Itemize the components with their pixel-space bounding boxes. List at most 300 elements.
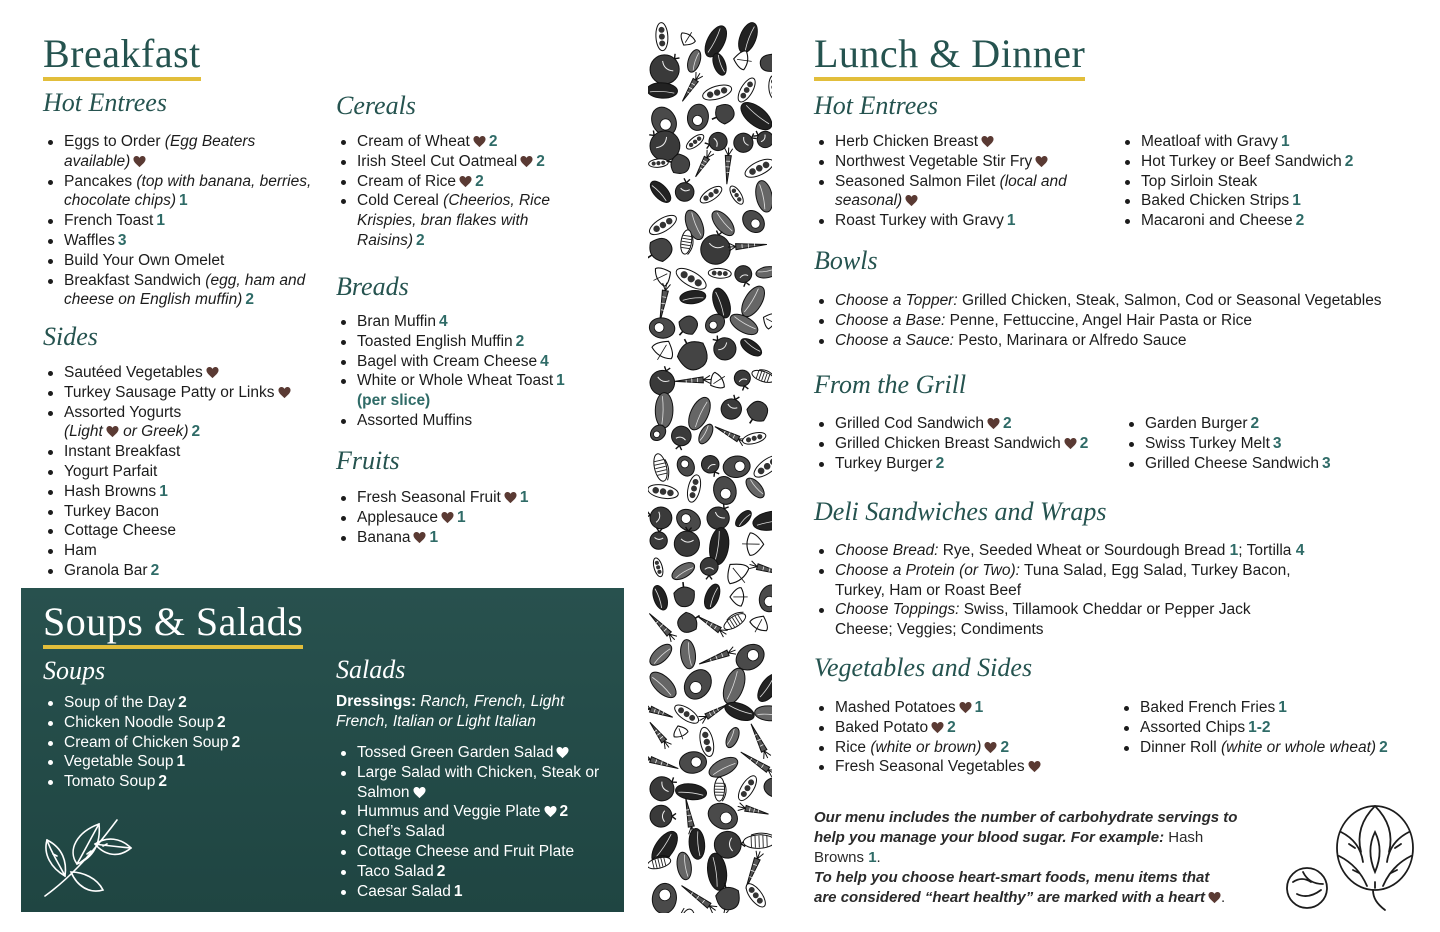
vegetable-sketch — [741, 430, 767, 446]
list-item — [64, 541, 329, 561]
list-item — [357, 842, 617, 862]
heart-icon — [1208, 891, 1221, 904]
carb-count: 2 — [947, 718, 956, 736]
list-item — [64, 172, 314, 212]
item-note: (egg, ham and cheese on English muffin) — [64, 271, 306, 309]
vegetable-sketch — [679, 71, 703, 103]
heart-icon — [459, 175, 472, 188]
carb-count: 4 — [438, 313, 448, 330]
item-name: Tomato Soup — [64, 773, 156, 791]
soups-salads-title: Soups & Salads — [43, 598, 303, 649]
list-item — [64, 733, 324, 753]
carb-count: 2 — [150, 561, 160, 579]
vegetable-sketch — [711, 474, 739, 506]
vegetable-sketch — [753, 179, 772, 213]
vegetable-sketch — [677, 28, 698, 49]
dressings-text: Dressings: Ranch, French, Light French, Italian or Light Italian — [336, 693, 565, 730]
list-item — [357, 882, 617, 902]
vegetable-sketch — [760, 53, 772, 72]
list-item — [64, 772, 324, 792]
vegetable-sketch — [708, 268, 731, 279]
heart-icon — [473, 135, 486, 148]
vegetable-sketch — [648, 316, 676, 340]
item-note: (Cheerios, Rice Krispies, bran flakes with Raisins) — [357, 192, 550, 249]
carb-count: 1 — [453, 882, 463, 900]
list-item — [835, 132, 1100, 152]
list-item — [1145, 454, 1425, 474]
list-item — [64, 502, 329, 522]
vegetable-sketch — [679, 639, 697, 670]
list-item — [64, 383, 329, 403]
vegetable-sketch — [760, 310, 772, 332]
heart-icon — [106, 425, 119, 438]
list-item — [835, 414, 1135, 434]
item-name: Applesauce — [357, 508, 439, 526]
vegetable-sketch — [649, 263, 675, 289]
list-item — [1141, 172, 1431, 192]
vegetable-sketch — [648, 753, 680, 772]
vegetable-sketch — [674, 375, 711, 385]
vegetable-sketch — [685, 474, 703, 504]
vegetable-sketch — [700, 557, 718, 579]
item-name: Sautéed Vegetables — [64, 364, 203, 381]
list-item — [357, 352, 592, 372]
item-name: Breakfast Sandwich — [64, 271, 206, 289]
item-name: Mashed Potatoes — [835, 699, 956, 716]
item-name: Assorted Yogurts — [64, 403, 182, 421]
item-name: Hummus and Veggie Plate — [357, 803, 541, 821]
vegetable-sketch — [735, 773, 760, 803]
heart-icon — [413, 786, 426, 799]
item-name: Hot Turkey or Beef Sandwich — [1141, 152, 1342, 170]
vegetable-sketch — [650, 584, 670, 612]
vegetable-sketch — [673, 312, 702, 341]
soups-heading: Soups — [43, 656, 106, 685]
list-item — [835, 698, 1125, 718]
vegetable-sketch — [698, 701, 730, 724]
item-name: Cottage Cheese and Fruit Plate — [357, 842, 575, 860]
list-item — [1141, 152, 1431, 172]
item-name: Baked Potato — [835, 718, 929, 736]
list-item — [835, 291, 1435, 311]
item-name: Grilled Cheese Sandwich — [1145, 454, 1320, 472]
item-name: Tossed Green Garden Salad — [357, 744, 554, 761]
list-item — [357, 488, 592, 508]
vegetable-sketch — [737, 803, 770, 818]
list-item — [64, 271, 314, 311]
breads-list — [336, 312, 592, 431]
list-item — [835, 211, 1100, 231]
vegetable-sketch — [736, 97, 772, 134]
vegetable-sketch — [648, 504, 674, 531]
list-item — [64, 462, 329, 482]
item-name: Meatloaf with Gravy — [1141, 133, 1278, 150]
heart-icon — [556, 746, 569, 759]
vegetable-sketch — [648, 178, 674, 206]
vegetable-sketch — [648, 641, 675, 669]
carb-count: 1 — [176, 753, 186, 771]
vegetable-sketch — [648, 611, 678, 643]
list-item — [357, 332, 592, 352]
list-item — [64, 231, 314, 251]
list-item — [835, 331, 1435, 351]
carb-count: 2 — [475, 172, 484, 190]
item-name: Banana — [357, 528, 411, 546]
vegetable-sketch — [723, 726, 742, 750]
carb-count: 3 — [1272, 434, 1282, 452]
carb-count: 1 — [1006, 212, 1016, 230]
vegetable-sketch — [733, 368, 754, 391]
carb-count: 1 — [1278, 699, 1287, 716]
vegetable-sketch — [674, 607, 704, 636]
carb-count: 2 — [559, 803, 569, 821]
list-item — [835, 152, 1100, 172]
carb-count: 2 — [1250, 415, 1260, 432]
carb-count: 2 — [178, 694, 187, 711]
item-name: Grilled Chicken Breast Sandwich — [835, 434, 1061, 452]
item-name: Roast Turkey with Gravy — [835, 212, 1004, 230]
carb-count: 2 — [536, 152, 545, 170]
list-item — [64, 752, 324, 772]
item-name: White or Whole Wheat Toast — [357, 372, 554, 390]
heart-icon — [1064, 437, 1077, 450]
vegetable-sketch — [679, 289, 706, 305]
breads-heading: Breads — [336, 272, 409, 301]
item-name: Cream of Rice — [357, 172, 457, 190]
item-name: Waffles — [64, 231, 115, 249]
item-note: (Light — [64, 423, 103, 441]
item-name: Granola Bar — [64, 561, 148, 579]
list-item — [357, 822, 617, 842]
list-item — [64, 403, 329, 443]
breakfast-hot-entrees-heading: Hot Entrees — [43, 88, 167, 117]
vegetable-sketch — [723, 147, 733, 184]
item-note: (Egg Beaters available) — [64, 133, 256, 170]
item-note: (top with banana, berries, chocolate chips) — [64, 172, 312, 210]
item-name: Taco Salad — [357, 862, 434, 880]
vegetable-sketch — [675, 851, 693, 881]
list-item — [357, 743, 617, 763]
item-name: Herb Chicken Breast — [835, 133, 979, 150]
vegetable-sketch — [673, 581, 696, 608]
carb-count: 2 — [488, 133, 498, 150]
vegetable-sketch — [701, 82, 733, 103]
vegetable-sketch — [751, 509, 772, 533]
item-name: Fresh Seasonal Vegetables — [835, 758, 1025, 776]
item-label: Choose a Base: — [835, 311, 946, 329]
item-name: Ham — [64, 542, 97, 560]
breakfast-title: Breakfast — [43, 30, 201, 81]
vegetable-sketch — [673, 264, 709, 293]
item-name: Cold Cereal — [357, 192, 444, 210]
vegetable-sketch — [706, 753, 741, 781]
item-name: Cottage Cheese — [64, 522, 177, 540]
ld-hot-entrees-heading: Hot Entrees — [814, 91, 938, 120]
vegetable-sketch — [714, 777, 726, 801]
item-name: Bran Muffin — [357, 313, 436, 330]
vegetable-sketch — [735, 75, 759, 104]
vegetable-sketch — [656, 282, 671, 323]
list-item — [357, 411, 592, 431]
vegetable-pattern — [648, 20, 772, 913]
carb-count: 1 — [179, 192, 188, 210]
item-name: Dinner Roll — [1140, 738, 1221, 756]
item-note: (local and seasonal) — [835, 172, 1067, 210]
grill-col1 — [814, 414, 1135, 473]
breakfast-sides-heading: Sides — [43, 322, 98, 351]
item-name: Large Salad with Chicken, Steak or Salmon — [357, 763, 600, 801]
list-item — [357, 802, 617, 822]
heart-icon — [520, 155, 533, 168]
vegetable-sketch — [708, 101, 737, 128]
list-item — [835, 434, 1135, 454]
vegetable-sketch — [648, 668, 680, 702]
vegetable-sketch — [704, 798, 742, 834]
veg-sides-col2 — [1119, 698, 1440, 757]
vegetable-sketch — [698, 646, 737, 667]
vegetable-sketch — [669, 559, 697, 583]
item-text: Penne, Fettuccine, Angel Hair Pasta or Rice — [945, 311, 1253, 329]
list-item — [835, 311, 1435, 331]
ld-hot-entrees-col2 — [1120, 132, 1431, 231]
list-item — [64, 482, 329, 502]
leaf-icon — [37, 810, 137, 902]
carb-count: 2 — [1003, 415, 1012, 432]
vegetable-sketch — [743, 475, 768, 501]
item-note: (white or whole wheat) — [1220, 738, 1377, 756]
item-name: Rice — [835, 738, 871, 756]
vegetable-sketch — [743, 881, 769, 910]
list-item — [357, 763, 617, 803]
fruits-heading: Fruits — [336, 446, 400, 475]
ld-hot-entrees-col1 — [814, 132, 1100, 231]
bowls-list — [814, 291, 1435, 350]
vegetable-sketch — [733, 508, 754, 529]
vegetable-sketch — [742, 156, 772, 181]
item-name: Grilled Cod Sandwich — [835, 415, 985, 432]
vegetable-sketch — [648, 82, 678, 99]
list-item — [64, 561, 329, 581]
fruits-list — [336, 488, 592, 547]
list-item — [1141, 211, 1431, 231]
item-note: (white or brown) — [870, 738, 982, 756]
vegetable-sketch — [707, 330, 741, 364]
vegetable-sketch — [755, 265, 772, 280]
vegetable-sketch — [756, 583, 772, 615]
vegetable-sketch — [649, 527, 668, 549]
list-item — [1145, 434, 1425, 454]
vegetable-sketch — [751, 452, 772, 481]
list-item — [357, 172, 592, 192]
vegetable-sketch — [743, 833, 772, 849]
vegetable-sketch — [651, 882, 679, 913]
list-item — [835, 757, 1125, 777]
item-name: Turkey Bacon — [64, 502, 160, 520]
list-item — [357, 132, 592, 152]
list-item — [835, 172, 1100, 212]
deli-toppings: Choose Toppings: Swiss, Tillamook Cheddar or Pepper Jack Cheese; Veggies; Condiments — [835, 600, 1305, 640]
item-name: Chicken Noodle Soup — [64, 713, 214, 731]
heart-icon — [931, 721, 944, 734]
vegetable-sketch — [688, 828, 706, 860]
item-name: Yogurt Parfait — [64, 462, 158, 480]
vegetable-sketch — [721, 609, 748, 632]
veg-sides-col1 — [814, 698, 1125, 777]
heart-icon — [1035, 155, 1048, 168]
item-name: Assorted Muffins — [357, 411, 473, 429]
vegetable-sketch — [672, 332, 713, 375]
heart-icon — [278, 386, 291, 399]
vegetable-sketch — [650, 805, 676, 827]
bowls-heading: Bowls — [814, 246, 878, 275]
item-name: Hash Browns — [64, 482, 157, 500]
vegetable-sketch — [673, 526, 701, 558]
item-name: Baked Chicken Strips — [1141, 192, 1290, 210]
item-name: Turkey Sausage Patty or Links — [64, 383, 275, 401]
list-item — [64, 251, 314, 271]
carb-count: 2 — [231, 733, 241, 751]
vegetable-sketch — [738, 335, 765, 359]
list-item — [357, 508, 592, 528]
vegetable-sketch — [679, 665, 717, 705]
item-name: Eggs to Order — [64, 133, 165, 150]
carb-count: 2 — [1295, 212, 1305, 230]
vegetable-sketch — [648, 720, 672, 750]
carb-count: 3 — [1322, 454, 1331, 472]
vegetable-sketch — [698, 452, 724, 479]
heart-icon — [905, 194, 918, 207]
cereals-heading: Cereals — [336, 91, 416, 120]
item-name: Northwest Vegetable Stir Fry — [835, 152, 1033, 170]
list-item — [1140, 698, 1440, 718]
vegetable-sketch — [655, 392, 673, 428]
item-name: Fresh Seasonal Fruit — [357, 489, 501, 506]
heart-icon — [987, 417, 1000, 430]
carb-count: 2 — [415, 231, 425, 249]
item-name: Garden Burger — [1145, 415, 1248, 432]
carb-count: 1 — [429, 528, 439, 546]
vegetable-sketch — [672, 702, 701, 727]
carb-count: 2 — [1379, 738, 1388, 756]
carb-count: 3 — [117, 231, 127, 249]
vegetable-sketch — [750, 366, 772, 384]
item-name: Bagel with Cream Cheese — [357, 352, 538, 370]
carb-count: 1 — [1292, 192, 1301, 210]
vegetable-sketch — [706, 369, 730, 393]
item-name: Seasoned Salmon Filet — [835, 172, 1000, 190]
vegetable-sketch — [648, 234, 676, 267]
list-item — [835, 718, 1125, 738]
item-name: Cream of Wheat — [357, 133, 470, 150]
salads-list — [336, 743, 617, 901]
item-name: Cream of Chicken Soup — [64, 733, 229, 751]
list-item — [1141, 132, 1431, 152]
carb-count: 2 — [158, 773, 167, 791]
vegetable-sketch — [652, 557, 665, 578]
list-item — [64, 363, 329, 383]
deli-heading: Deli Sandwiches and Wraps — [814, 497, 1107, 526]
vegetable-sketch — [748, 561, 772, 580]
carb-count: 1 — [519, 489, 529, 506]
vegetable-sketch — [708, 207, 738, 239]
vegetable-sketch — [648, 212, 679, 239]
item-label: Choose a Sauce: — [835, 331, 954, 349]
vegetable-sketch — [747, 722, 771, 760]
vegetable-sketch — [674, 177, 696, 202]
vegetable-sketch — [742, 850, 764, 890]
item-name: Swiss Turkey Melt — [1145, 434, 1270, 452]
vegetable-sketch — [678, 750, 707, 775]
list-item — [835, 738, 1125, 758]
carb-note: Our menu includes the number of carbohydrate servings to help you manage your blood sugar. For example: Hash Browns 1. — [814, 809, 1238, 866]
heart-icon — [441, 511, 454, 524]
vegetable-sketch — [648, 703, 674, 721]
soups-salads-panel — [21, 588, 624, 912]
item-name: French Toast — [64, 212, 154, 230]
vegetable-sketch — [671, 723, 690, 741]
heart-icon — [133, 155, 146, 168]
vegetable-sketch — [648, 482, 679, 500]
vegetable-sketch — [674, 908, 698, 913]
vegetable-sketch — [669, 424, 693, 451]
vegetable-sketch — [742, 533, 764, 556]
vegetable-sketch — [727, 184, 746, 206]
lunch-dinner-title: Lunch & Dinner — [814, 30, 1085, 81]
heart-icon — [1028, 760, 1041, 773]
list-item — [357, 312, 592, 332]
vegetable-sketch — [692, 149, 714, 179]
list-item — [357, 528, 592, 548]
vegetable-sketch — [679, 882, 718, 913]
list-item — [64, 521, 329, 541]
vegetable-sketch — [747, 612, 772, 637]
item-name: Baked French Fries — [1140, 699, 1276, 716]
carb-count: 2 — [191, 423, 201, 441]
salads-heading: Salads — [336, 655, 406, 684]
vegetable-sketch — [651, 452, 671, 482]
breakfast-hot-entrees-list — [43, 132, 314, 310]
list-item — [64, 713, 324, 733]
carb-count: 2 — [935, 454, 945, 472]
heart-icon — [981, 135, 994, 148]
veg-sides-heading: Vegetables and Sides — [814, 653, 1033, 682]
list-item — [64, 211, 314, 231]
item-text: Pesto, Marinara or Alfredo Sauce — [953, 331, 1187, 349]
item-name: Macaroni and Cheese — [1141, 212, 1293, 230]
item-name: Chef’s Salad — [357, 823, 445, 841]
soups-list — [43, 693, 324, 792]
carb-count: 2 — [1079, 434, 1089, 452]
vegetable-sketch — [713, 423, 747, 446]
item-name: Top Sirloin Steak — [1141, 172, 1258, 190]
item-name: Caesar Salad — [357, 882, 451, 900]
list-item — [835, 454, 1135, 474]
vegetable-sketch — [655, 22, 668, 51]
item-name: Instant Breakfast — [64, 443, 181, 461]
carb-count: 2 — [245, 291, 254, 309]
item-name: Pancakes — [64, 172, 137, 190]
carb-count: 1 — [159, 482, 168, 500]
vegetable-sketch — [674, 453, 697, 479]
vegetable-sketch — [728, 240, 768, 251]
heart-icon — [959, 701, 972, 714]
list-item — [64, 132, 314, 172]
deli-bread: Choose Bread: Rye, Seeded Wheat or Sourdough Bread 1; Tortilla 4 — [835, 542, 1305, 559]
item-name: Irish Steel Cut Oatmeal — [357, 152, 518, 170]
list-item — [357, 371, 592, 411]
vegetable-sketch — [732, 50, 753, 71]
vegetable-sketch — [648, 158, 668, 168]
